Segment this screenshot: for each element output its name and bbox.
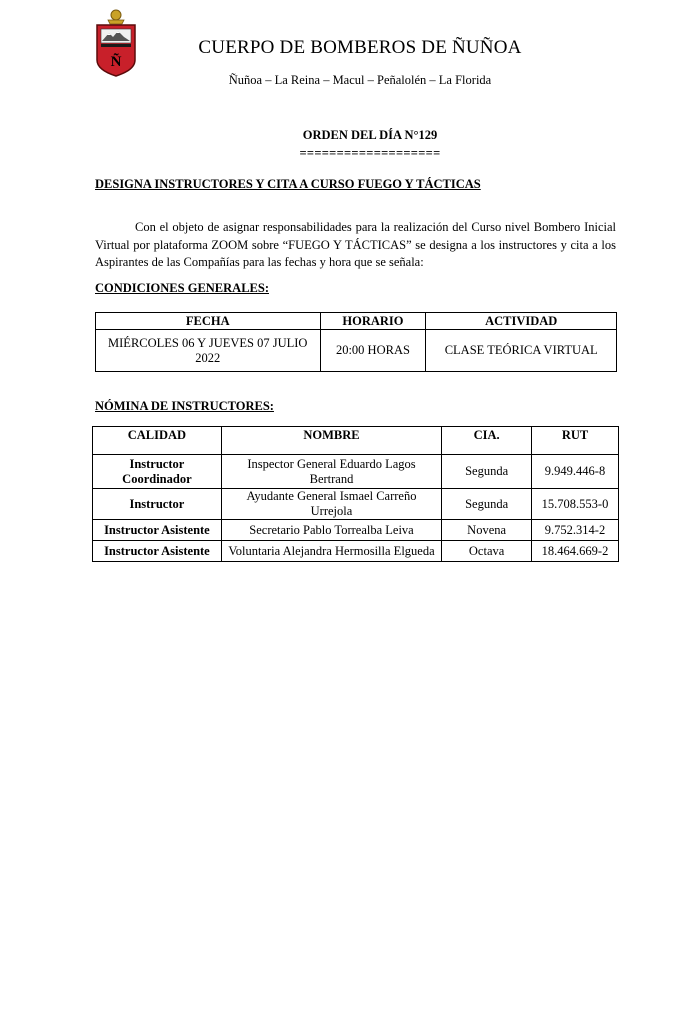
column-header-fecha: FECHA (96, 313, 321, 330)
cell-rut: 9.752.314-2 (532, 520, 619, 541)
cell-cia: Segunda (442, 489, 532, 520)
cell-rut: 9.949.446-8 (532, 455, 619, 489)
cell-fecha: MIÉRCOLES 06 Y JUEVES 07 JULIO 2022 (96, 330, 321, 372)
column-header-nombre: NOMBRE (221, 427, 441, 455)
cell-nombre: Inspector General Eduardo Lagos Bertrand (221, 455, 441, 489)
cell-cia: Octava (442, 541, 532, 562)
cell-cia: Novena (442, 520, 532, 541)
table-row (93, 489, 619, 520)
column-header-cia: CIA. (442, 427, 532, 455)
cell-horario: 20:00 HORAS (320, 330, 426, 372)
order-title-rule: =================== (299, 146, 441, 160)
table-row (93, 541, 619, 562)
cell-nombre: Voluntaria Alejandra Hermosilla Elgueda (221, 541, 441, 562)
cell-nombre: Ayudante General Ismael Carreño Urrejola (221, 489, 441, 520)
fire-department-crest-logo (94, 8, 138, 78)
column-header-calidad: CALIDAD (93, 427, 222, 455)
svg-text:Ñ: Ñ (110, 54, 122, 70)
cell-calidad: Instructor (93, 489, 222, 520)
instructors-table (92, 426, 619, 562)
table-row (93, 520, 619, 541)
conditions-heading: CONDICIONES GENERALES: (95, 281, 269, 295)
instructors-header-row (93, 427, 619, 455)
conditions-table (95, 312, 617, 372)
order-number-title: ORDEN DEL DÍA N°129 (302, 128, 438, 142)
subject-heading: DESIGNA INSTRUCTORES Y CITA A CURSO FUEGO Y TÁCTICAS (95, 177, 481, 191)
organization-title: CUERPO DE BOMBEROS DE ÑUÑOA (198, 37, 522, 58)
cell-actividad: CLASE TEÓRICA VIRTUAL (426, 330, 617, 372)
cell-rut: 15.708.553-0 (532, 489, 619, 520)
communes-subtitle: Ñuñoa – La Reina – Macul – Peñalolén – La Florida (228, 73, 492, 87)
intro-paragraph: Con el objeto de asignar responsabilidades para la realización del Curso nivel Bombero Inicial Virtual por plataforma ZOOM sobre “FUEGO Y TÁCTICAS” se designa a los instructores y cita a los Aspirantes de las Compañías para las fechas y hora que se señala: (95, 220, 616, 269)
column-header-rut: RUT (532, 427, 619, 455)
cell-calidad: Instructor Asistente (93, 541, 222, 562)
conditions-row (96, 330, 617, 372)
cell-calidad: Instructor Coordinador (93, 455, 222, 489)
cell-rut: 18.464.669-2 (532, 541, 619, 562)
cell-calidad: Instructor Asistente (93, 520, 222, 541)
instructors-heading: NÓMINA DE INSTRUCTORES: (95, 399, 274, 413)
cell-cia: Segunda (442, 455, 532, 489)
cell-nombre: Secretario Pablo Torrealba Leiva (221, 520, 441, 541)
conditions-header-row (96, 313, 617, 330)
column-header-horario: HORARIO (320, 313, 426, 330)
column-header-actividad: ACTIVIDAD (426, 313, 617, 330)
table-row (93, 455, 619, 489)
